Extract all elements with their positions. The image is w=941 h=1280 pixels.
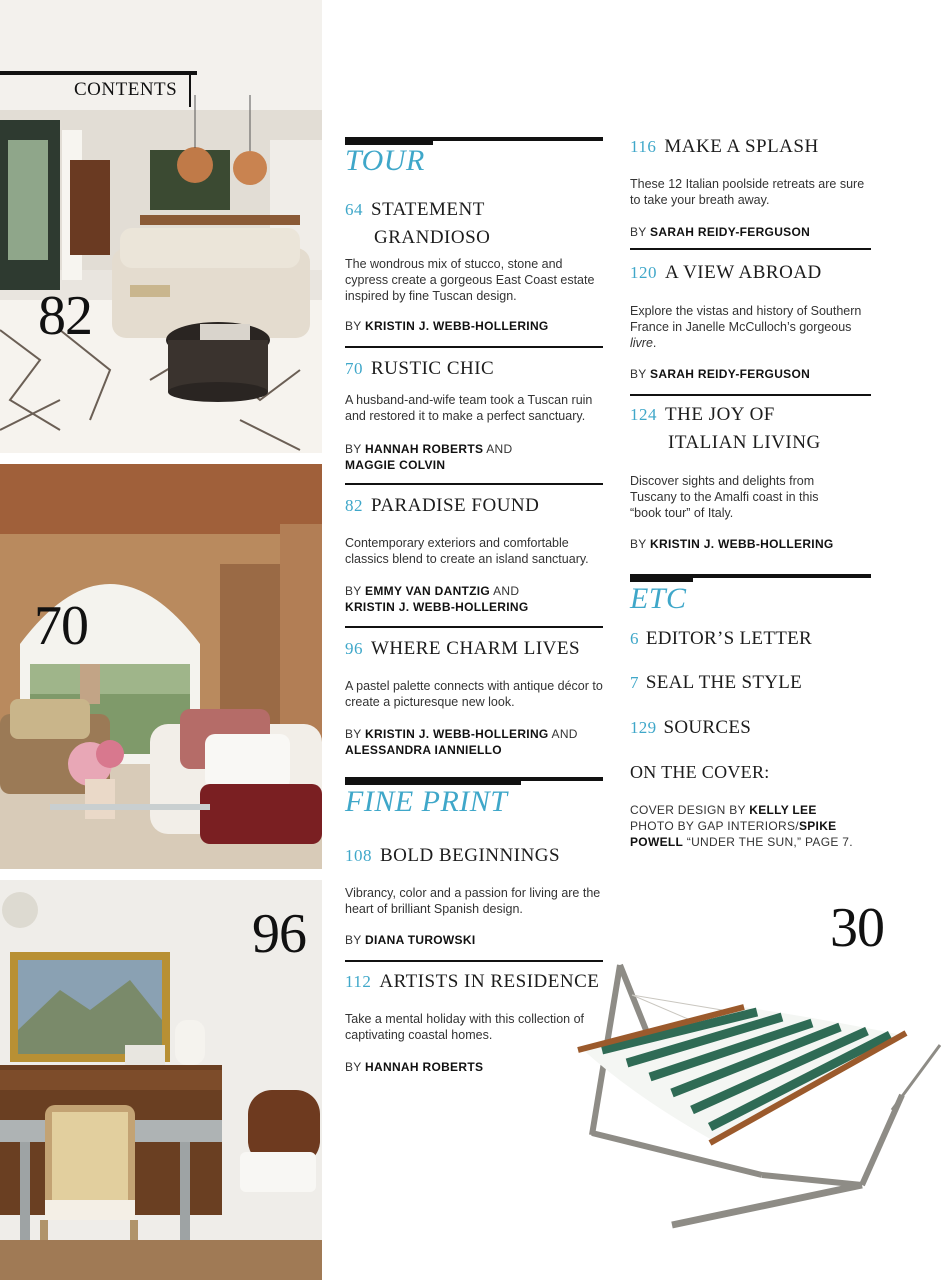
author-name: HANNAH ROBERTS: [365, 442, 484, 456]
photo-page-number-96: 96: [252, 903, 306, 965]
entry-title-line2: ITALIAN LIVING: [668, 432, 821, 453]
tour-entry-64-byline: BY KRISTIN J. WEBB-HOLLERING: [345, 319, 549, 333]
author-name: KRISTIN J. WEBB-HOLLERING: [345, 600, 529, 614]
tour-entry-70-byline: BY HANNAH ROBERTS AND MAGGIE COLVIN: [345, 442, 513, 472]
divider: [345, 626, 603, 628]
entry-116-byline: BY SARAH REIDY-FERGUSON: [630, 225, 811, 239]
cover-photographer-surname: POWELL: [630, 835, 684, 849]
divider: [630, 394, 871, 396]
fine-print-section-rule-accent: [345, 777, 521, 785]
entry-120-description: Explore the vistas and history of Southern France in Janelle McCulloch’s gorgeous livre.: [630, 304, 862, 350]
entry-title-text: BOLD BEGINNINGS: [380, 845, 561, 866]
tour-entry-82-byline: BY EMMY VAN DANTZIG AND KRISTIN J. WEBB-HOLLERING: [345, 584, 529, 614]
cover-credits: COVER DESIGN BY KELLY LEE PHOTO BY GAP INTERIORS/SPIKE POWELL “UNDER THE SUN,” PAGE 7.: [630, 803, 853, 849]
entry-120-title[interactable]: [630, 259, 822, 287]
entry-page-number: 6: [630, 629, 639, 648]
etc-item-label: EDITOR’S LETTER: [645, 628, 813, 649]
tour-entry-64-description: The wondrous mix of stucco, stone and cypress create a gorgeous East Coast estate inspired by fine Tuscan design.: [345, 257, 595, 303]
tour-entry-82-title[interactable]: [345, 492, 539, 520]
photo-page-number-30: 30: [830, 897, 884, 959]
divider: [345, 483, 603, 485]
tour-entry-70-description: A husband-and-wife team took a Tuscan ruin and restored it to make a perfect sanctuary.: [345, 393, 593, 423]
entry-116-description: These 12 Italian poolside retreats are sure to take your breath away.: [630, 177, 865, 207]
entry-120-byline: BY SARAH REIDY-FERGUSON: [630, 367, 811, 381]
divider: [345, 346, 603, 348]
contents-rule-side: [189, 75, 191, 107]
tour-entry-70-title[interactable]: [345, 355, 494, 383]
etc-section-title: ETC: [630, 582, 687, 615]
entry-title-line2: GRANDIOSO: [374, 227, 491, 248]
entry-116-title[interactable]: [630, 133, 819, 161]
author-name: ALESSANDRA IANNIELLO: [345, 743, 502, 757]
etc-item-sources[interactable]: [630, 717, 751, 739]
author-name: SARAH REIDY-FERGUSON: [650, 225, 811, 239]
entry-page-number: 96: [345, 639, 363, 658]
fine-print-entry-112-title[interactable]: [345, 968, 599, 996]
entry-title-text: PARADISE FOUND: [371, 495, 540, 516]
fine-print-entry-108-description: Vibrancy, color and a passion for living are the heart of brilliant Spanish design.: [345, 886, 601, 916]
etc-item-label: SOURCES: [663, 717, 752, 738]
entry-page-number: 120: [630, 263, 657, 282]
entry-title-line1: THE JOY OF: [665, 404, 775, 425]
entry-page-number: 82: [345, 496, 363, 515]
author-name: KRISTIN J. WEBB-HOLLERING: [365, 319, 549, 333]
etc-section-rule-accent: [630, 574, 693, 582]
tour-entry-96-title[interactable]: [345, 635, 580, 663]
entry-title-text: A VIEW ABROAD: [665, 262, 822, 283]
fine-print-entry-108-title[interactable]: [345, 842, 560, 870]
entry-page-number: 112: [345, 972, 372, 991]
cover-photographer: SPIKE: [798, 819, 837, 833]
on-the-cover-heading: ON THE COVER:: [630, 762, 770, 782]
entry-page-number: 108: [345, 846, 372, 865]
author-name: HANNAH ROBERTS: [365, 1060, 484, 1074]
divider: [345, 960, 603, 962]
etc-item-label: SEAL THE STYLE: [645, 672, 803, 693]
cover-designer: KELLY LEE: [749, 803, 817, 817]
tour-section-title: TOUR: [345, 144, 425, 177]
entry-page-number: 124: [630, 405, 657, 424]
author-name: EMMY VAN DANTZIG: [365, 584, 491, 598]
tour-entry-96-description: A pastel palette connects with antique décor to create a picturesque new look.: [345, 679, 603, 709]
entry-page-number: 64: [345, 200, 363, 219]
photo-page-number-70: 70: [34, 595, 88, 657]
photo-page-number-82: 82: [38, 285, 92, 347]
etc-item-seal-the-style[interactable]: [630, 672, 802, 694]
entry-title-line1: STATEMENT: [371, 199, 485, 220]
entry-page-number: 116: [630, 137, 657, 156]
entry-124-title[interactable]: [630, 401, 821, 457]
entry-page-number: 70: [345, 359, 363, 378]
author-name: KRISTIN J. WEBB-HOLLERING: [365, 727, 549, 741]
divider: [630, 248, 871, 250]
entry-title-text: ARTISTS IN RESIDENCE: [379, 971, 600, 992]
fine-print-entry-112-description: Take a mental holiday with this collection of captivating coastal homes.: [345, 1012, 585, 1042]
entry-page-number: 7: [630, 673, 639, 692]
tour-entry-64-title[interactable]: [345, 196, 490, 252]
entry-124-description: Discover sights and delights from Tuscany to the Amalfi coast in this “book tour” of Italy.: [630, 474, 819, 520]
contents-label: CONTENTS: [74, 79, 178, 100]
author-name: DIANA TUROWSKI: [365, 933, 476, 947]
tour-entry-96-byline: BY KRISTIN J. WEBB-HOLLERING AND ALESSANDRA IANNIELLO: [345, 727, 578, 757]
hammock-photo: [572, 955, 941, 1240]
entry-title-text: RUSTIC CHIC: [371, 358, 495, 379]
fine-print-entry-108-byline: BY DIANA TUROWSKI: [345, 933, 476, 947]
entry-124-byline: BY KRISTIN J. WEBB-HOLLERING: [630, 537, 834, 551]
entry-page-number: 129: [630, 718, 657, 737]
tour-entry-82-description: Contemporary exteriors and comfortable classics blend to create an island sanctuary.: [345, 536, 589, 566]
author-name: MAGGIE COLVIN: [345, 458, 446, 472]
fine-print-section-title: FINE PRINT: [345, 785, 508, 818]
entry-title-text: MAKE A SPLASH: [664, 136, 819, 157]
fine-print-entry-112-byline: BY HANNAH ROBERTS: [345, 1060, 484, 1074]
living-room-photo: [0, 0, 322, 453]
etc-item-editors-letter[interactable]: [630, 628, 812, 650]
contents-rule: [0, 71, 197, 75]
arched-porch-photo: [0, 464, 322, 869]
author-name: SARAH REIDY-FERGUSON: [650, 367, 811, 381]
author-name: KRISTIN J. WEBB-HOLLERING: [650, 537, 834, 551]
entry-title-text: WHERE CHARM LIVES: [371, 638, 581, 659]
